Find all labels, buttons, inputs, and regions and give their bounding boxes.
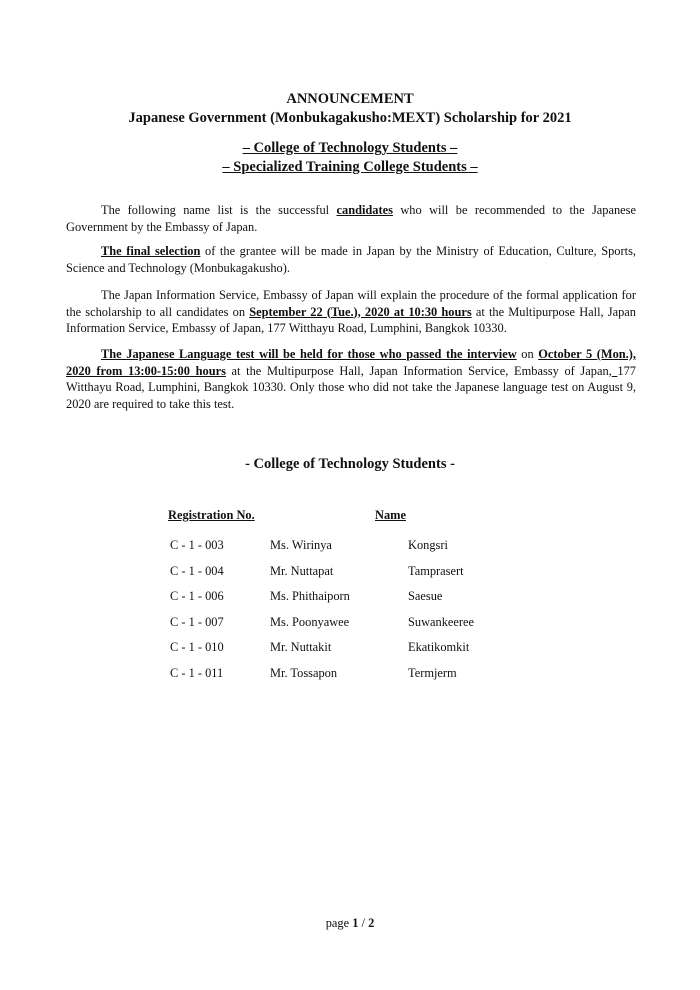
section-title: - College of Technology Students - bbox=[245, 456, 455, 472]
emphasis-candidates: candidates bbox=[336, 203, 393, 217]
registration-number: C - 1 - 010 bbox=[170, 640, 224, 654]
registration-number: C - 1 - 006 bbox=[170, 589, 224, 603]
family-name: Kongsri bbox=[408, 538, 448, 552]
announcement-heading: ANNOUNCEMENT bbox=[286, 91, 414, 107]
text: who will be recommended to the Japanese Government by the Embassy of Japan. bbox=[66, 203, 636, 234]
emphasis-test-date: October 5 (Mon.), 2020 from 13:00-15:00 hours bbox=[66, 347, 636, 378]
family-name: Ekatikomkit bbox=[408, 640, 470, 654]
registration-number: C - 1 - 003 bbox=[170, 538, 224, 552]
column-header-name: Name bbox=[375, 508, 406, 522]
table-row bbox=[0, 640, 700, 666]
text: The following name list is the successful bbox=[101, 203, 337, 217]
table-row bbox=[0, 666, 700, 692]
page-current: 1 bbox=[352, 916, 359, 930]
emphasis-final-selection: The final selection bbox=[101, 244, 201, 258]
page-total: 2 bbox=[368, 916, 375, 930]
column-header-registration: Registration No. bbox=[168, 508, 255, 522]
subtitle-specialized-training: – Specialized Training College Students – bbox=[222, 159, 478, 175]
emphasis-language-test: The Japanese Language test will be held for those who passed the interview bbox=[101, 347, 517, 361]
emphasis-procedure-date: September 22 (Tue.), 2020 at 10:30 hours bbox=[249, 304, 472, 319]
table-row bbox=[0, 615, 700, 641]
page-separator: / bbox=[358, 916, 369, 930]
given-name: Ms. Poonyawee bbox=[270, 614, 350, 629]
page-label: page bbox=[325, 916, 353, 930]
text: on bbox=[516, 347, 539, 361]
given-name: Mr. Nuttakit bbox=[270, 640, 332, 654]
family-name: Termjerm bbox=[408, 665, 457, 680]
paragraph-candidates bbox=[66, 202, 636, 235]
table-row bbox=[0, 589, 700, 615]
registration-number: C - 1 - 004 bbox=[170, 563, 224, 578]
given-name: Mr. Tossapon bbox=[270, 665, 338, 680]
registration-number: C - 1 - 007 bbox=[170, 614, 224, 629]
subtitle-college-technology: – College of Technology Students – bbox=[242, 140, 458, 156]
table-row bbox=[0, 564, 700, 590]
given-name: Ms. Phithaiporn bbox=[270, 589, 350, 603]
text: The Japan Information Service, Embassy of Japan will explain the procedure of the formal application for the scholarship to all candidates on bbox=[66, 288, 636, 319]
text: at the Multipurpose Hall, Japan Information Service, Embassy of Japan, bbox=[225, 363, 612, 378]
table-row bbox=[0, 538, 700, 564]
paragraph-procedure bbox=[66, 287, 636, 337]
text: 177 Witthayu Road, Lumphini, Bangkok 10330. Only those who did not take the Japanese language test on August 9, 2020 are required to take this test. bbox=[66, 363, 636, 411]
page-number bbox=[0, 916, 700, 931]
text: at the Multipurpose Hall, Japan Information Service, Embassy of Japan, 177 Witthayu Road, Lumphini, Bangkok 10330. bbox=[66, 304, 636, 335]
scholarship-title: Japanese Government (Monbukagakusho:MEXT) Scholarship for 2021 bbox=[128, 110, 572, 126]
candidate-list bbox=[0, 538, 700, 691]
registration-number: C - 1 - 011 bbox=[170, 665, 224, 680]
given-name: Ms. Wirinya bbox=[270, 538, 332, 552]
family-name: Suwankeeree bbox=[408, 614, 475, 629]
family-name: Tamprasert bbox=[408, 563, 464, 578]
family-name: Saesue bbox=[408, 589, 443, 603]
paragraph-language-test bbox=[66, 346, 636, 412]
text: of the grantee will be made in Japan by the Ministry of Education, Culture, Sports, Science and Technology (Monbukagakusho). bbox=[66, 244, 636, 275]
paragraph-final-selection bbox=[66, 243, 636, 276]
given-name: Mr. Nuttapat bbox=[270, 563, 334, 578]
